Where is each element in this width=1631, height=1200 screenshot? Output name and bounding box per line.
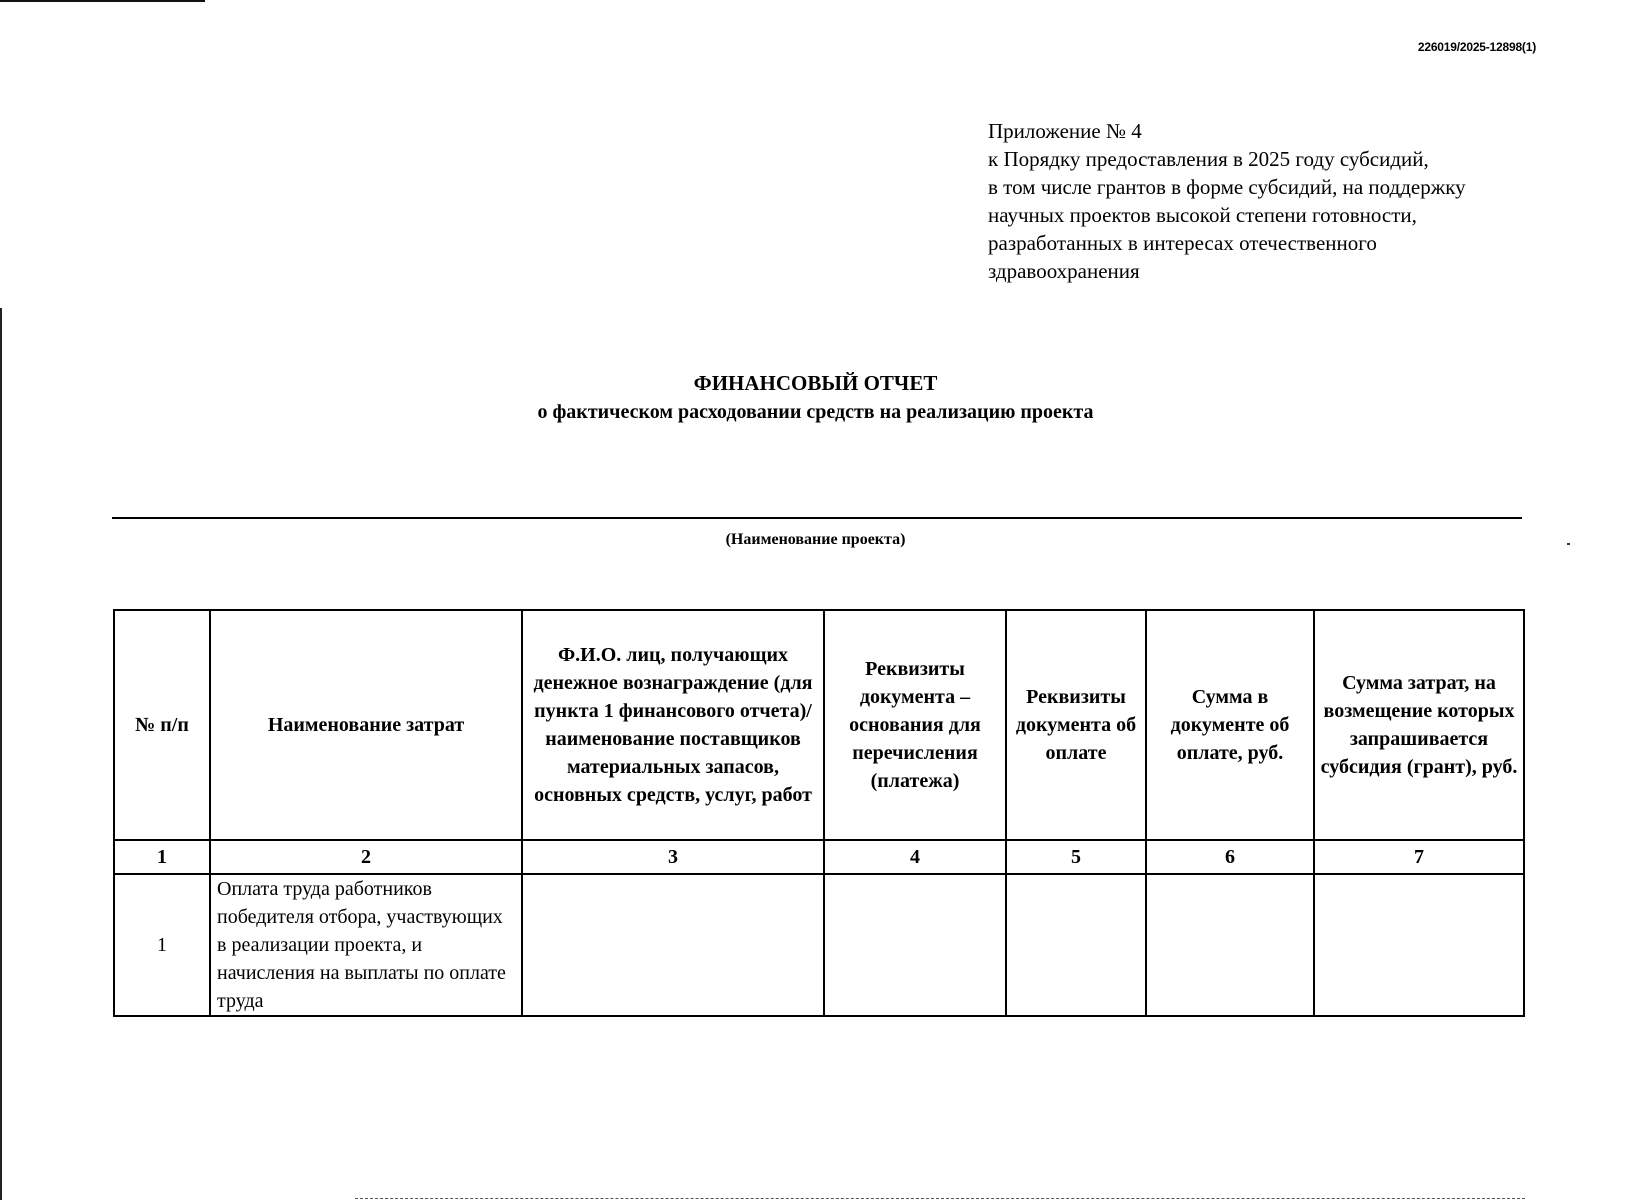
- appendix-line: здравоохранения: [988, 259, 1140, 283]
- scan-speck: [1567, 543, 1570, 545]
- column-number: 6: [1146, 840, 1314, 874]
- appendix-line: разработанных в интересах отечественного: [988, 231, 1377, 255]
- appendix-line: в том числе грантов в форме субсидий, на поддержку: [988, 175, 1466, 199]
- document-subtitle: о фактическом расходовании средств на реализацию проекта: [537, 401, 1094, 423]
- table-header-row: [114, 610, 1524, 840]
- column-number: 2: [210, 840, 522, 874]
- document-title: ФИНАНСОВЫЙ ОТЧЕТ: [693, 371, 938, 395]
- row-recipients: [522, 874, 824, 1016]
- column-number: 4: [824, 840, 1006, 874]
- column-number-row: [114, 840, 1524, 874]
- row-payment-sum: [1146, 874, 1314, 1016]
- financial-report-table: [113, 609, 1525, 1017]
- column-number: 7: [1314, 840, 1524, 874]
- header-cell-recipients: Ф.И.О. лиц, получающих денежное вознаграждение (для пункта 1 финансового отчета)/ наименование поставщиков материальных запасов, основных средств, услуг, работ: [522, 610, 824, 840]
- column-number: 1: [114, 840, 210, 874]
- row-number: 1: [114, 874, 210, 1016]
- scan-edge-top: [0, 0, 205, 2]
- row-subsidy-sum: [1314, 874, 1524, 1016]
- table-row: [114, 874, 1524, 1016]
- project-name-line: [112, 517, 1522, 519]
- header-cell-basis-document: Реквизиты документа – основания для перечисления (платежа): [824, 610, 1006, 840]
- row-basis-document: [824, 874, 1006, 1016]
- title-block: [0, 368, 1631, 426]
- appendix-line: Приложение № 4: [988, 119, 1142, 143]
- column-number: 3: [522, 840, 824, 874]
- header-cell-payment-document: Реквизиты документа об оплате: [1006, 610, 1146, 840]
- header-cell-number: № п/п: [114, 610, 210, 840]
- column-number: 5: [1006, 840, 1146, 874]
- project-name-caption: (Наименование проекта): [725, 531, 906, 548]
- row-payment-document: [1006, 874, 1146, 1016]
- appendix-line: к Порядку предоставления в 2025 году субсидий,: [988, 147, 1429, 171]
- appendix-line: научных проектов высокой степени готовности,: [988, 203, 1417, 227]
- appendix-block: [988, 117, 1548, 285]
- registration-number: 226019/2025-12898(1): [1417, 40, 1536, 54]
- header-cell-cost-name: Наименование затрат: [210, 610, 522, 840]
- header-cell-subsidy-sum: Сумма затрат, на возмещение которых запрашивается субсидия (грант), руб.: [1314, 610, 1524, 840]
- row-cost-name: Оплата труда работников победителя отбора, участвующих в реализации проекта, и начисления на выплаты по оплате труда: [210, 874, 522, 1016]
- scan-edge-left: [0, 308, 2, 1200]
- header-cell-payment-sum: Сумма в документе об оплате, руб.: [1146, 610, 1314, 840]
